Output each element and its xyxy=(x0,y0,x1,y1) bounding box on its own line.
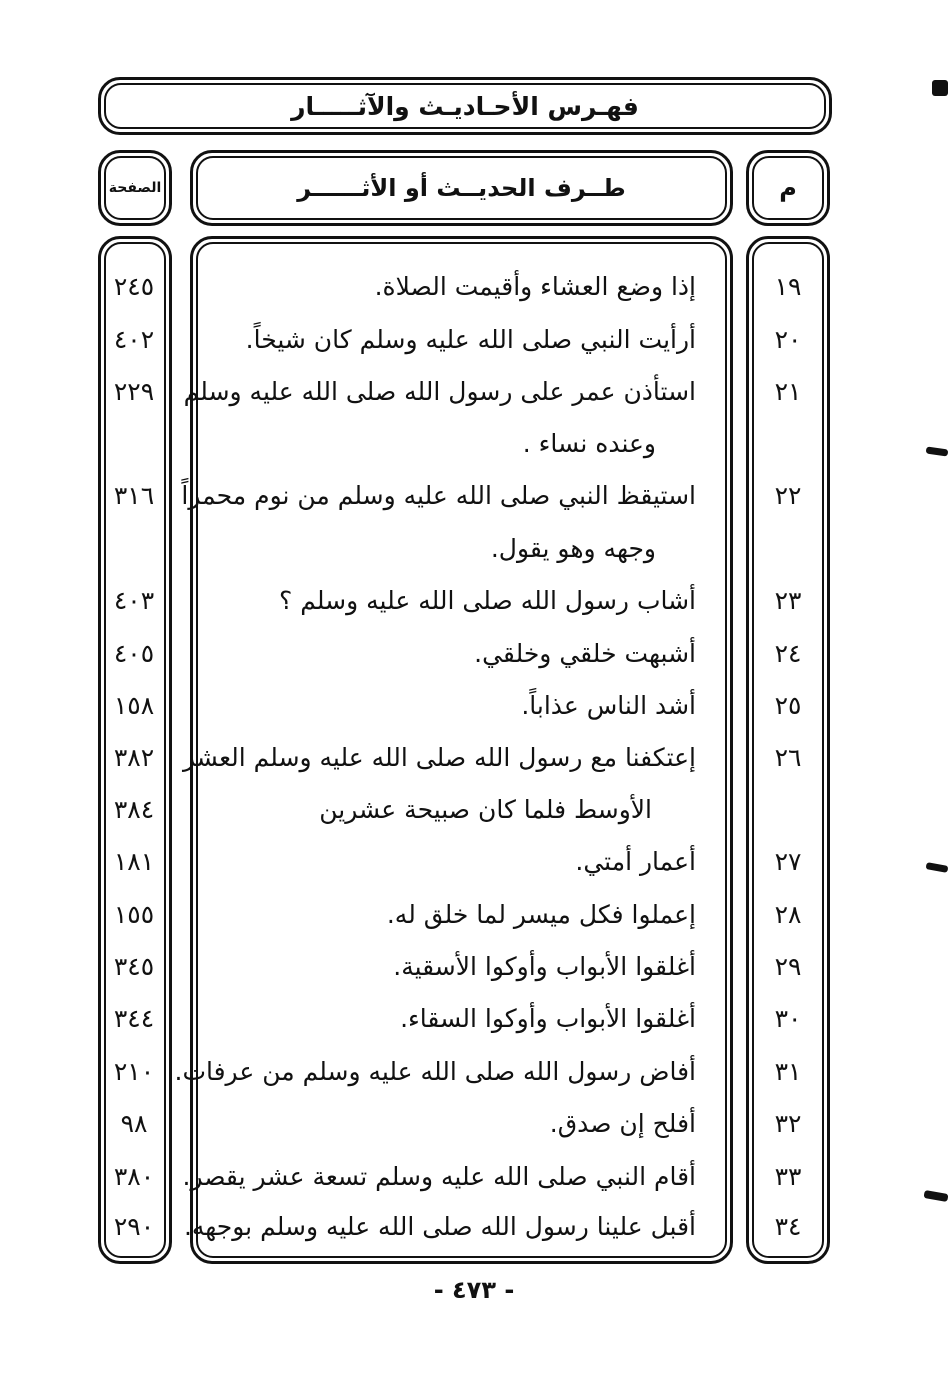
row-text-continuation: وجهه وهو يقول. xyxy=(490,534,656,563)
row-num: ٢٧ xyxy=(774,847,802,876)
index-title: فهـرس الأحـاديـث والآثـــــار xyxy=(291,91,639,121)
row-text: إذا وضع العشاء وأقيمت الصلاة. xyxy=(374,272,696,301)
row-text: أقبل علينا رسول الله صلى الله عليه وسلم بوجهه. xyxy=(183,1212,696,1241)
row-text: أشبهت خلقي وخلقي. xyxy=(474,639,696,668)
header-num: م xyxy=(779,174,797,202)
row-text-continuation: الأوسط فلما كان صبيحة عشرين xyxy=(319,795,652,824)
row-page: ٣٤٥ xyxy=(113,952,155,981)
row-num: ٢٥ xyxy=(774,691,802,720)
row-num: ٢٠ xyxy=(774,325,802,354)
row-text: أشاب رسول الله صلى الله عليه وسلم ؟ xyxy=(279,586,696,615)
header-text-frame xyxy=(190,150,733,226)
row-text: استيقظ النبي صلى الله عليه وسلم من نوم محمراً xyxy=(181,481,696,510)
row-page: ١٥٥ xyxy=(113,900,155,929)
row-page: ١٨١ xyxy=(113,847,155,876)
row-page: ٢٩٠ xyxy=(113,1212,155,1241)
row-text: أرأيت النبي صلى الله عليه وسلم كان شيخاً. xyxy=(245,325,696,354)
page-number: - ٤٧٣ - xyxy=(433,1276,515,1304)
row-num: ٢٦ xyxy=(774,743,802,772)
scan-mark xyxy=(926,447,948,457)
row-page: ٢١٠ xyxy=(113,1057,155,1086)
row-num: ٣٠ xyxy=(774,1004,802,1033)
row-page: ٣٨٢ xyxy=(113,743,155,772)
row-num: ٢٨ xyxy=(774,900,802,929)
row-text: أشد الناس عذاباً. xyxy=(521,691,696,720)
row-num: ٣١ xyxy=(774,1057,802,1086)
row-num: ٢١ xyxy=(774,377,802,406)
row-num: ٢٤ xyxy=(774,639,802,668)
row-text: أغلقوا الأبواب وأوكوا السقاء. xyxy=(400,1004,696,1033)
row-text: أعمار أمتي. xyxy=(575,847,696,876)
row-text: أفلح إن صدق. xyxy=(549,1109,696,1138)
row-page: ٢٢٩ xyxy=(113,377,155,406)
scan-mark xyxy=(923,1190,948,1202)
row-num: ٢٢ xyxy=(774,481,802,510)
row-page: ٤٠٥ xyxy=(113,639,155,668)
title-frame xyxy=(98,77,832,135)
row-page: ٩٨ xyxy=(120,1109,148,1138)
row-text: إعتكفنا مع رسول الله صلى الله عليه وسلم العشر xyxy=(182,743,696,772)
row-num: ٢٣ xyxy=(774,586,802,615)
row-num: ١٩ xyxy=(774,272,802,301)
row-page: ٤٠٢ xyxy=(113,325,155,354)
row-num: ٣٤ xyxy=(774,1212,802,1241)
scan-mark xyxy=(926,862,948,873)
header-num-frame xyxy=(746,150,830,226)
row-text: إعملوا فكل ميسر لما خلق له. xyxy=(386,900,696,929)
row-num: ٢٩ xyxy=(774,952,802,981)
row-num: ٣٣ xyxy=(774,1162,802,1191)
scan-mark xyxy=(932,80,948,96)
header-page: الصفحة xyxy=(108,180,162,196)
row-text-continuation: وعنده نساء . xyxy=(522,429,656,458)
header-page-frame xyxy=(98,150,172,226)
row-page: ٤٠٣ xyxy=(113,586,155,615)
header-text: طــرف الحديــث أو الأثــــــر xyxy=(297,174,626,202)
row-text: أغلقوا الأبواب وأوكوا الأسقية. xyxy=(393,952,696,981)
row-num: ٣٢ xyxy=(774,1109,802,1138)
row-page: ٣٨٤ xyxy=(113,795,155,824)
row-page: ٢٤٥ xyxy=(113,272,155,301)
row-text: أفاض رسول الله صلى الله عليه وسلم من عرفات. xyxy=(174,1057,696,1086)
row-page: ٣٤٤ xyxy=(113,1004,155,1033)
row-text: أقام النبي صلى الله عليه وسلم تسعة عشر يقصر. xyxy=(182,1162,696,1191)
row-page: ٣١٦ xyxy=(113,481,155,510)
row-page: ٣٨٠ xyxy=(113,1162,155,1191)
row-page: ١٥٨ xyxy=(113,691,155,720)
row-text: استأذن عمر على رسول الله صلى الله عليه وسلم xyxy=(183,377,696,406)
